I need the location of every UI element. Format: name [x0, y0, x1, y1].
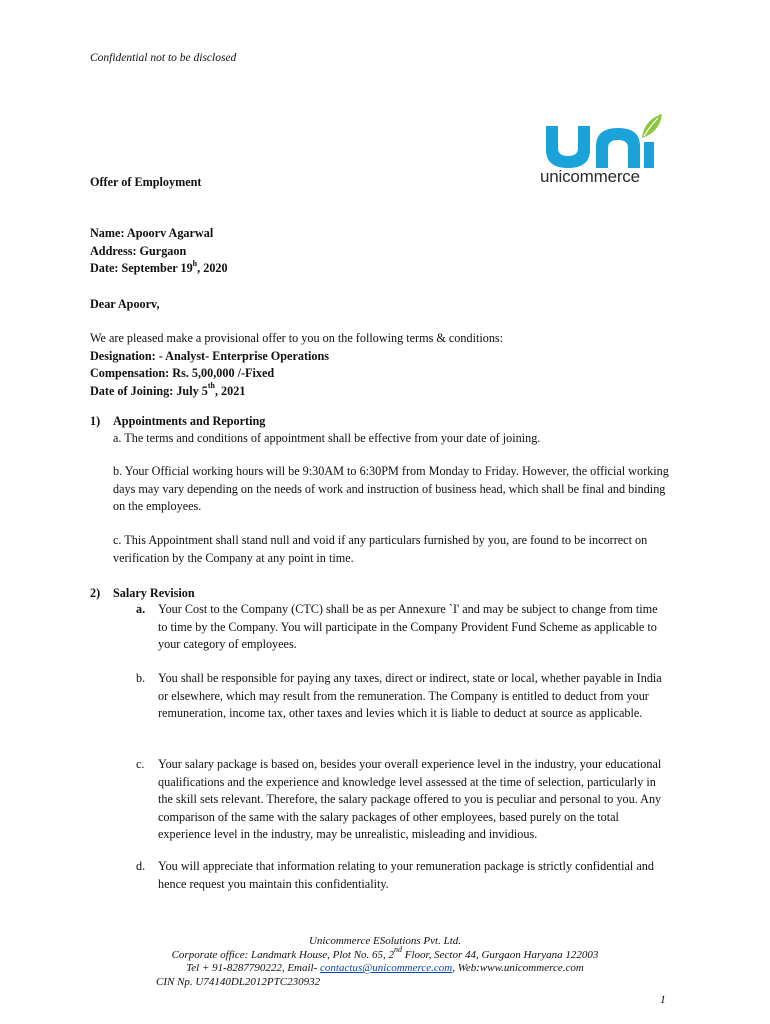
section-number: 1)	[90, 414, 101, 428]
intro-block	[90, 330, 690, 400]
intro-line: We are pleased make a provisional offer to you on the following terms & conditions:	[90, 331, 504, 345]
clause-1c: c. This Appointment shall stand null and void if any particulars furnished by you, are found to be incorrect on verification by the Company at any point in time.	[113, 533, 648, 565]
confidential-notice: Confidential not to be disclosed	[90, 52, 237, 64]
section-heading: Salary Revision	[113, 586, 195, 600]
joining-date: Date of Joining: July 5th, 2021	[90, 381, 246, 398]
offer-title: Offer of Employment	[90, 175, 202, 189]
item-label: a.	[136, 602, 146, 616]
logo-wordmark: unicommerce	[540, 167, 640, 186]
recipient-name: Name: Apoorv Agarwal	[90, 226, 214, 240]
clause-1b: b. Your Official working hours will be 9:30AM to 6:30PM from Monday to Friday. However, the official working days may vary depending on the needs of work and instruction of business head, which shall be final and binding on the employees.	[113, 464, 669, 513]
item-text: You will appreciate that information relating to your remuneration package is strictly confidential and hence request you maintain this confidentiality.	[158, 859, 654, 891]
compensation: Compensation: Rs. 5,00,000 /-Fixed	[90, 366, 275, 380]
item-label: d.	[136, 859, 146, 873]
footer-cin: CIN Np. U74140DL2012PTC230932	[156, 975, 321, 988]
section-heading: Appointments and Reporting	[113, 414, 266, 428]
footer-company: Unicommerce ESolutions Pvt. Ltd.	[308, 935, 462, 947]
clause-1a: a. The terms and conditions of appointment shall be effective from your date of joining.	[113, 431, 541, 445]
footer-contact: Tel + 91-8287790222, Email- contactus@unicommerce.com, Web:www.unicommerce.com	[186, 962, 584, 974]
email-link[interactable]: contactus@unicommerce.com	[320, 962, 453, 974]
recipient-block	[90, 225, 228, 278]
unicommerce-logo-icon	[536, 112, 664, 172]
footer-office: Corporate office: Landmark House, Plot No. 65, 2nd Floor, Sector 44, Gurgaon Haryana 122003	[171, 944, 599, 961]
greeting: Dear Apoorv,	[90, 297, 160, 311]
recipient-address: Address: Gurgaon	[90, 243, 187, 258]
item-text: Your salary package is based on, besides your overall experience level in the industry, your educational qualifications and the experience and knowledge level assessed at the time of selection, particularly in the skill sets relevant. Therefore, the salary package offered to you is peculiar and personal to you. Any comparison of the same with the salary packages of other employees, based purely on the total experience level in the industry, may be unrealistic, misleading and invidious.	[158, 757, 662, 841]
item-text: Your Cost to the Company (CTC) shall be as per Annexure `I' and may be subject to change from time to time by the Company. You will participate in the Company Provident Fund Scheme as applicable to your category of employees.	[158, 602, 658, 651]
section-salary-revision	[136, 601, 676, 901]
item-text: You shall be responsible for paying any taxes, direct or indirect, state or local, whether payable in India or elsewhere, which may result from the remuneration. The Company is entitled to deduct from your remuneration, income tax, other taxes and levies which it is liable to deduct at source as applicable.	[158, 671, 662, 720]
item-label: c.	[136, 757, 145, 771]
company-logo	[536, 112, 664, 192]
section-number: 2)	[90, 586, 101, 600]
page-number: 1	[660, 994, 666, 1006]
item-label: b.	[136, 671, 146, 685]
designation: Designation: - Analyst- Enterprise Operations	[90, 348, 330, 363]
page-footer	[90, 935, 680, 989]
offer-date: Date: September 19$^h$, 2020	[90, 258, 228, 275]
